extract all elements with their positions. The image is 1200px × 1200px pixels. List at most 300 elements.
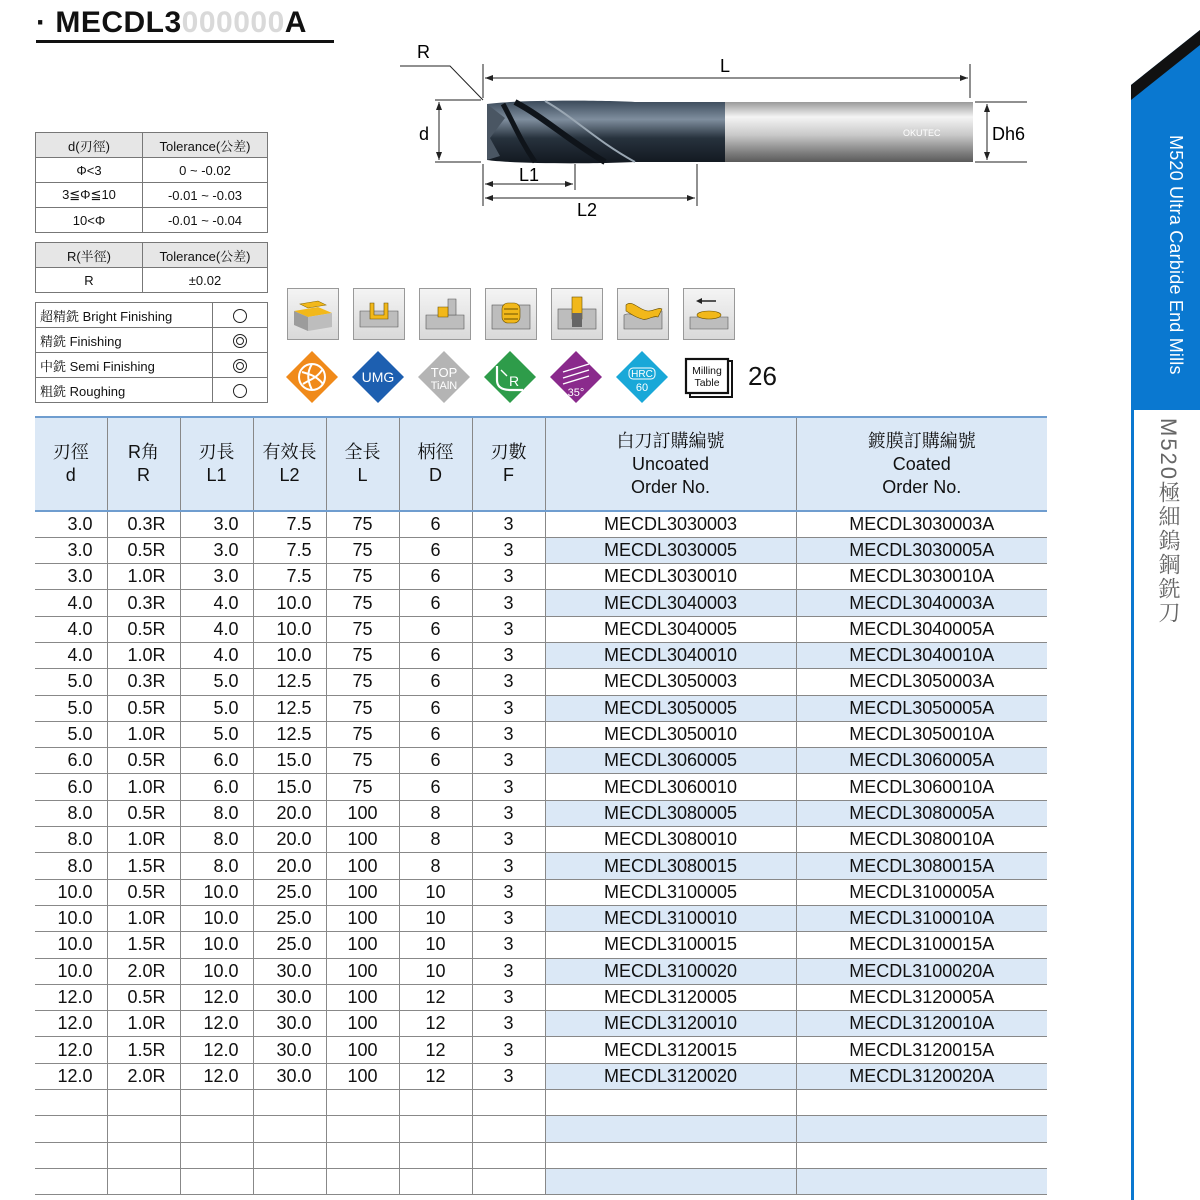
table-row — [35, 511, 1047, 537]
table-row — [35, 642, 1047, 668]
cell-l2: 12.5 — [253, 669, 326, 695]
cell-flutes: 3 — [472, 669, 545, 695]
table-row — [35, 616, 1047, 642]
cell-r: 1.5R — [107, 932, 180, 958]
empty-table-row — [35, 1090, 1047, 1116]
empty-cell — [796, 1168, 1047, 1194]
cell-l: 100 — [326, 879, 399, 905]
cell-shank-d: 8 — [399, 853, 472, 879]
finishing-mark — [213, 353, 268, 378]
dim-label-Dh6: Dh6 — [992, 124, 1026, 144]
cell-r: 1.0R — [107, 905, 180, 931]
cell-shank-d: 6 — [399, 564, 472, 590]
cell-l: 75 — [326, 590, 399, 616]
cell-l1: 8.0 — [180, 800, 253, 826]
column-header-L2: 有效長 L2 — [253, 417, 326, 511]
table-row — [35, 905, 1047, 931]
cell-uncoated-order-no: MECDL3120005 — [545, 984, 796, 1010]
cell-d: 6.0 — [35, 748, 107, 774]
cell-shank-d: 6 — [399, 774, 472, 800]
cell-shank-d: 6 — [399, 748, 472, 774]
cell-flutes: 3 — [472, 642, 545, 668]
cell-l: 75 — [326, 511, 399, 537]
cell-l1: 5.0 — [180, 695, 253, 721]
empty-cell — [545, 1090, 796, 1116]
empty-cell — [107, 1116, 180, 1142]
table-row — [35, 800, 1047, 826]
cell-l1: 6.0 — [180, 774, 253, 800]
cell-coated-order-no: MECDL3060010A — [796, 774, 1047, 800]
side-band-line — [1131, 410, 1134, 1200]
profile-milling-icon — [617, 288, 669, 340]
milling-table-icon — [681, 350, 735, 404]
cell-coated-order-no: MECDL3050003A — [796, 669, 1047, 695]
cell-flutes: 3 — [472, 695, 545, 721]
cell-uncoated-order-no: MECDL3080005 — [545, 800, 796, 826]
cell-l: 100 — [326, 1037, 399, 1063]
cell-uncoated-order-no: MECDL3100010 — [545, 905, 796, 931]
cell-coated-order-no: MECDL3080015A — [796, 853, 1047, 879]
empty-cell — [180, 1142, 253, 1168]
drilling-icon — [551, 288, 603, 340]
finishing-label: 精銑 Finishing — [36, 328, 213, 353]
coating-badge-icon — [417, 350, 471, 404]
cell-r: 0.5R — [107, 748, 180, 774]
cell-l2: 25.0 — [253, 879, 326, 905]
column-header-L1: 刃長 L1 — [180, 417, 253, 511]
cell-shank-d: 6 — [399, 669, 472, 695]
table-row — [35, 564, 1047, 590]
empty-cell — [545, 1116, 796, 1142]
cell-shank-d: 12 — [399, 1037, 472, 1063]
cell-coated-order-no: MECDL3030010A — [796, 564, 1047, 590]
empty-cell — [107, 1168, 180, 1194]
cell-l1: 10.0 — [180, 932, 253, 958]
empty-cell — [472, 1142, 545, 1168]
single-circle-icon — [233, 309, 247, 323]
tolerance-d-value: -0.01 ~ -0.04 — [143, 208, 268, 233]
empty-cell — [399, 1168, 472, 1194]
cell-shank-d: 12 — [399, 984, 472, 1010]
empty-cell — [399, 1090, 472, 1116]
cell-uncoated-order-no: MECDL3040003 — [545, 590, 796, 616]
cell-coated-order-no: MECDL3030005A — [796, 537, 1047, 563]
cell-l2: 30.0 — [253, 1037, 326, 1063]
cell-d: 6.0 — [35, 774, 107, 800]
umg-text: UMG — [361, 369, 395, 385]
cell-l1: 12.0 — [180, 1011, 253, 1037]
cell-d: 4.0 — [35, 616, 107, 642]
cell-shank-d: 8 — [399, 827, 472, 853]
cell-flutes: 3 — [472, 853, 545, 879]
cell-flutes: 3 — [472, 511, 545, 537]
cell-shank-d: 10 — [399, 958, 472, 984]
empty-cell — [796, 1090, 1047, 1116]
cell-l1: 3.0 — [180, 537, 253, 563]
tolerance-d-table — [35, 132, 268, 233]
cell-flutes: 3 — [472, 1037, 545, 1063]
hrc-bottom-text: 60 — [635, 382, 649, 394]
cell-l2: 25.0 — [253, 932, 326, 958]
cell-l1: 5.0 — [180, 721, 253, 747]
tolerance-d-value: 0 ~ -0.02 — [143, 158, 268, 183]
side-title-english: M520 Ultra Carbide End Mills — [1166, 135, 1186, 375]
cell-l2: 20.0 — [253, 853, 326, 879]
cell-flutes: 3 — [472, 879, 545, 905]
cell-l2: 12.5 — [253, 695, 326, 721]
cell-l2: 7.5 — [253, 511, 326, 537]
cell-d: 10.0 — [35, 932, 107, 958]
empty-cell — [180, 1168, 253, 1194]
column-header-d: 刃徑 d — [35, 417, 107, 511]
cell-l1: 6.0 — [180, 748, 253, 774]
helix-text: 35° — [567, 387, 585, 399]
cell-r: 0.3R — [107, 669, 180, 695]
table-row — [35, 984, 1047, 1010]
cell-uncoated-order-no: MECDL3100020 — [545, 958, 796, 984]
end-mill-diagram — [395, 38, 1045, 218]
cell-flutes: 3 — [472, 932, 545, 958]
title-suffix: A — [284, 6, 307, 39]
cell-d: 5.0 — [35, 721, 107, 747]
cell-l2: 20.0 — [253, 800, 326, 826]
cell-uncoated-order-no: MECDL3040010 — [545, 642, 796, 668]
coating-bottom-text: TiAlN — [430, 380, 458, 392]
cell-shank-d: 12 — [399, 1011, 472, 1037]
cell-flutes: 3 — [472, 1011, 545, 1037]
cell-d: 10.0 — [35, 905, 107, 931]
shank-logo: OKUTEC — [903, 128, 941, 138]
cell-l2: 7.5 — [253, 537, 326, 563]
cell-d: 3.0 — [35, 564, 107, 590]
double-circle-icon — [233, 334, 247, 348]
cell-flutes: 3 — [472, 564, 545, 590]
slotting-icon — [353, 288, 405, 340]
milling-table-bottom-text: Table — [694, 377, 720, 389]
cell-coated-order-no: MECDL3080005A — [796, 800, 1047, 826]
cell-shank-d: 6 — [399, 695, 472, 721]
dim-label-L: L — [720, 56, 731, 76]
column-header-coated: 鍍膜訂購編號 Coated Order No. — [796, 417, 1047, 511]
dim-label-d: d — [419, 124, 430, 144]
cell-l: 100 — [326, 984, 399, 1010]
cell-r: 0.5R — [107, 537, 180, 563]
cell-l2: 15.0 — [253, 774, 326, 800]
tolerance-d-range: 3≦Φ≦10 — [36, 183, 143, 208]
cell-l1: 10.0 — [180, 905, 253, 931]
table-row — [35, 879, 1047, 905]
tolerance-d-header-1: Tolerance(公差) — [143, 133, 268, 158]
column-header-R: R角 R — [107, 417, 180, 511]
cell-shank-d: 6 — [399, 511, 472, 537]
dim-label-L1: L1 — [519, 165, 540, 185]
empty-cell — [35, 1116, 107, 1142]
cell-uncoated-order-no: MECDL3050003 — [545, 669, 796, 695]
cell-l: 75 — [326, 642, 399, 668]
cell-d: 3.0 — [35, 537, 107, 563]
empty-cell — [180, 1116, 253, 1142]
finishing-mark — [213, 303, 268, 328]
cell-l1: 8.0 — [180, 827, 253, 853]
cell-d: 10.0 — [35, 879, 107, 905]
cell-l1: 10.0 — [180, 958, 253, 984]
cell-coated-order-no: MECDL3050005A — [796, 695, 1047, 721]
cell-uncoated-order-no: MECDL3100015 — [545, 932, 796, 958]
table-row — [35, 748, 1047, 774]
table-row — [35, 827, 1047, 853]
cell-d: 5.0 — [35, 669, 107, 695]
empty-cell — [399, 1116, 472, 1142]
cell-l2: 30.0 — [253, 1011, 326, 1037]
finishing-mark — [213, 328, 268, 353]
title-ghost-digits: 000000 — [181, 6, 285, 39]
ramping-icon — [683, 288, 735, 340]
cell-d: 12.0 — [35, 1063, 107, 1089]
corner-radius-icon — [483, 350, 537, 404]
empty-cell — [796, 1142, 1047, 1168]
table-row — [35, 590, 1047, 616]
empty-cell — [472, 1168, 545, 1194]
milling-table-top-text: Milling — [692, 365, 722, 377]
pocket-milling-icon — [485, 288, 537, 340]
page-reference: 26 — [748, 361, 777, 391]
empty-cell — [326, 1090, 399, 1116]
cell-r: 1.0R — [107, 721, 180, 747]
cell-coated-order-no: MECDL3040005A — [796, 616, 1047, 642]
cell-shank-d: 12 — [399, 1063, 472, 1089]
column-header-uncoated: 白刀訂購編號 Uncoated Order No. — [545, 417, 796, 511]
cell-shank-d: 10 — [399, 932, 472, 958]
cell-l: 100 — [326, 905, 399, 931]
cell-l: 100 — [326, 853, 399, 879]
hrc-top-text: HRC — [631, 369, 653, 380]
empty-cell — [253, 1116, 326, 1142]
table-row — [35, 932, 1047, 958]
cell-uncoated-order-no: MECDL3030003 — [545, 511, 796, 537]
side-band-wedge — [1131, 0, 1200, 120]
tolerance-d-range: Φ<3 — [36, 158, 143, 183]
cell-coated-order-no: MECDL3030003A — [796, 511, 1047, 537]
empty-cell — [545, 1168, 796, 1194]
tolerance-d-value: -0.01 ~ -0.03 — [143, 183, 268, 208]
cell-l: 75 — [326, 564, 399, 590]
finishing-table — [35, 302, 268, 403]
cell-d: 12.0 — [35, 1037, 107, 1063]
umg-badge-icon — [351, 350, 405, 404]
helix-angle-icon — [549, 350, 603, 404]
cell-d: 12.0 — [35, 1011, 107, 1037]
cell-l1: 3.0 — [180, 511, 253, 537]
cell-d: 12.0 — [35, 984, 107, 1010]
cell-coated-order-no: MECDL3100005A — [796, 879, 1047, 905]
cell-coated-order-no: MECDL3100015A — [796, 932, 1047, 958]
tolerance-d-header-0: d(刃徑) — [36, 133, 143, 158]
finishing-label: 粗銑 Roughing — [36, 378, 213, 403]
empty-cell — [35, 1168, 107, 1194]
cell-uncoated-order-no: MECDL3120020 — [545, 1063, 796, 1089]
cell-l2: 10.0 — [253, 642, 326, 668]
cell-d: 8.0 — [35, 827, 107, 853]
finishing-label: 中銑 Semi Finishing — [36, 353, 213, 378]
double-circle-icon — [233, 359, 247, 373]
cell-shank-d: 6 — [399, 721, 472, 747]
cell-l: 75 — [326, 695, 399, 721]
cell-l1: 12.0 — [180, 1063, 253, 1089]
title-prefix: · MECDL3 — [36, 6, 182, 39]
cell-r: 2.0R — [107, 958, 180, 984]
table-row — [35, 958, 1047, 984]
cell-d: 8.0 — [35, 853, 107, 879]
tolerance-r-label: R — [36, 268, 143, 293]
cell-l: 75 — [326, 616, 399, 642]
cell-l: 75 — [326, 669, 399, 695]
dim-label-L2: L2 — [577, 200, 598, 218]
empty-cell — [35, 1142, 107, 1168]
product-table — [35, 416, 1047, 1195]
flute-geometry-icon — [285, 350, 339, 404]
cell-l: 75 — [326, 537, 399, 563]
cell-r: 0.5R — [107, 616, 180, 642]
side-title-chinese: M520極細鎢鋼銑刀 — [1156, 418, 1181, 626]
cell-shank-d: 6 — [399, 590, 472, 616]
tolerance-r-header-1: Tolerance(公差) — [143, 243, 268, 268]
empty-cell — [107, 1142, 180, 1168]
empty-cell — [180, 1090, 253, 1116]
hardness-badge-icon — [615, 350, 669, 404]
table-row — [35, 721, 1047, 747]
cell-coated-order-no: MECDL3100010A — [796, 905, 1047, 931]
cell-coated-order-no: MECDL3040010A — [796, 642, 1047, 668]
empty-cell — [253, 1142, 326, 1168]
cell-r: 1.0R — [107, 642, 180, 668]
empty-cell — [107, 1090, 180, 1116]
cell-l2: 30.0 — [253, 1063, 326, 1089]
dim-label-R: R — [417, 42, 430, 62]
cell-uncoated-order-no: MECDL3120015 — [545, 1037, 796, 1063]
tolerance-r-header-0: R(半徑) — [36, 243, 143, 268]
cell-uncoated-order-no: MECDL3030010 — [545, 564, 796, 590]
cell-coated-order-no: MECDL3120015A — [796, 1037, 1047, 1063]
cell-coated-order-no: MECDL3060005A — [796, 748, 1047, 774]
finishing-mark — [213, 378, 268, 403]
cell-r: 0.5R — [107, 695, 180, 721]
cell-coated-order-no: MECDL3080010A — [796, 827, 1047, 853]
cell-l: 100 — [326, 800, 399, 826]
cell-flutes: 3 — [472, 827, 545, 853]
face-milling-icon — [287, 288, 339, 340]
cell-l2: 7.5 — [253, 564, 326, 590]
cell-l2: 20.0 — [253, 827, 326, 853]
cell-l1: 4.0 — [180, 590, 253, 616]
cell-flutes: 3 — [472, 905, 545, 931]
cell-r: 1.0R — [107, 564, 180, 590]
empty-cell — [253, 1090, 326, 1116]
product-table-body — [35, 511, 1047, 1195]
table-row — [35, 1011, 1047, 1037]
cell-flutes: 3 — [472, 590, 545, 616]
table-row — [35, 537, 1047, 563]
table-row — [35, 853, 1047, 879]
cell-r: 1.5R — [107, 1037, 180, 1063]
column-header-F: 刃數 F — [472, 417, 545, 511]
cell-uncoated-order-no: MECDL3120010 — [545, 1011, 796, 1037]
cell-uncoated-order-no: MECDL3060010 — [545, 774, 796, 800]
page-title — [36, 6, 307, 40]
cell-r: 0.5R — [107, 800, 180, 826]
empty-cell — [472, 1090, 545, 1116]
coating-top-text: TOP — [430, 365, 458, 380]
cell-shank-d: 10 — [399, 905, 472, 931]
cell-l2: 15.0 — [253, 748, 326, 774]
empty-cell — [253, 1168, 326, 1194]
cell-l1: 12.0 — [180, 1037, 253, 1063]
cell-l: 100 — [326, 1063, 399, 1089]
cell-l: 75 — [326, 748, 399, 774]
cell-coated-order-no: MECDL3120005A — [796, 984, 1047, 1010]
empty-cell — [472, 1116, 545, 1142]
cell-shank-d: 8 — [399, 800, 472, 826]
cell-flutes: 3 — [472, 1063, 545, 1089]
cell-uncoated-order-no: MECDL3040005 — [545, 616, 796, 642]
cell-d: 5.0 — [35, 695, 107, 721]
cell-coated-order-no: MECDL3100020A — [796, 958, 1047, 984]
cell-flutes: 3 — [472, 774, 545, 800]
cell-d: 8.0 — [35, 800, 107, 826]
cell-uncoated-order-no: MECDL3060005 — [545, 748, 796, 774]
empty-cell — [35, 1090, 107, 1116]
cell-uncoated-order-no: MECDL3030005 — [545, 537, 796, 563]
title-underline — [36, 40, 334, 43]
cell-l: 100 — [326, 958, 399, 984]
cell-r: 1.0R — [107, 1011, 180, 1037]
table-row — [35, 695, 1047, 721]
cell-r: 1.0R — [107, 774, 180, 800]
single-circle-icon — [233, 384, 247, 398]
cell-coated-order-no: MECDL3120010A — [796, 1011, 1047, 1037]
cell-coated-order-no: MECDL3120020A — [796, 1063, 1047, 1089]
cell-flutes: 3 — [472, 616, 545, 642]
cell-flutes: 3 — [472, 958, 545, 984]
tolerance-d-range: 10<Φ — [36, 208, 143, 233]
cell-shank-d: 6 — [399, 537, 472, 563]
shoulder-milling-icon — [419, 288, 471, 340]
empty-cell — [326, 1168, 399, 1194]
tool-body — [487, 101, 725, 164]
cell-r: 1.5R — [107, 853, 180, 879]
finishing-label: 超精銑 Bright Finishing — [36, 303, 213, 328]
cell-uncoated-order-no: MECDL3050010 — [545, 721, 796, 747]
cell-r: 0.5R — [107, 984, 180, 1010]
cell-l2: 10.0 — [253, 616, 326, 642]
cell-r: 2.0R — [107, 1063, 180, 1089]
table-row — [35, 1037, 1047, 1063]
cell-r: 1.0R — [107, 827, 180, 853]
cell-l1: 3.0 — [180, 564, 253, 590]
cell-flutes: 3 — [472, 537, 545, 563]
cell-d: 4.0 — [35, 642, 107, 668]
cell-r: 0.3R — [107, 590, 180, 616]
cell-l: 75 — [326, 774, 399, 800]
cell-uncoated-order-no: MECDL3080010 — [545, 827, 796, 853]
cell-flutes: 3 — [472, 800, 545, 826]
cell-uncoated-order-no: MECDL3080015 — [545, 853, 796, 879]
cell-l1: 12.0 — [180, 984, 253, 1010]
empty-table-row — [35, 1116, 1047, 1142]
tolerance-r-table — [35, 242, 268, 293]
column-header-L: 全長 L — [326, 417, 399, 511]
cell-r: 0.5R — [107, 879, 180, 905]
cell-l1: 8.0 — [180, 853, 253, 879]
